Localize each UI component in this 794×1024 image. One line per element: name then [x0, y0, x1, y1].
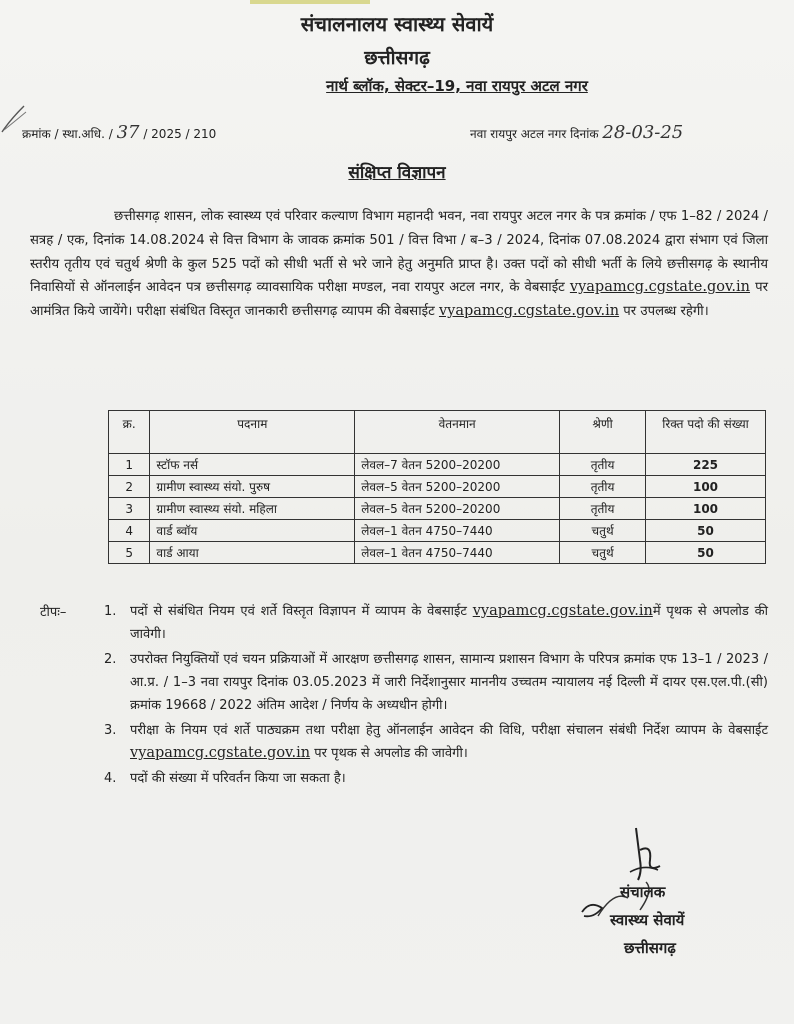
- table-row: [109, 498, 766, 520]
- header-address: नार्थ ब्लॉक, सेक्टर–19, नवा रायपुर अटल नगर: [326, 77, 588, 95]
- note-item: [104, 648, 768, 717]
- cell-serial: 4: [109, 520, 150, 542]
- cell-post: ग्रामीण स्वास्थ्य संयो. महिला: [150, 498, 355, 520]
- signature-block: [580, 820, 780, 970]
- notice-paragraph: [30, 205, 768, 324]
- para-text-1: छत्तीसगढ़ शासन, लोक स्वास्थ्य एवं परिवार कल्याण विभाग महानदी भवन, नवा रायपुर अटल नगर के पत्र क्रमांक / एफ 1–82 / 2024 / सत्रह / एक, दिनांक 14.08.2024 से वित्त विभाग के जावक क्रमांक 501 / वित्त विभा / ब–3 / 2024, दिनांक 07.08.2024 द्वारा संभाग एवं जिला स्तरीय तृतीय एवं चतुर्थ श्रेणी के कुल 525 पदों को सीधी भर्ती से भरे जाने हेतु अनुमति प्राप्त है। उक्त पदों को सीधी भर्ती के लिये छत्तीसगढ़ के स्थानीय निवासियों से ऑनलाईन आवेदन पत्र छत्तीसगढ़ व्यावसायिक परीक्षा मण्डल, नवा रायपुर अटल नगर, के वेबसाईट: [30, 209, 768, 296]
- vyapam-link-note-1[interactable]: vyapamcg.cgstate.gov.in: [472, 603, 653, 619]
- note-text: पदों की संख्या में परिवर्तन किया जा सकता है।: [130, 771, 346, 786]
- table-row: [109, 520, 766, 542]
- table-row: [109, 454, 766, 476]
- table-row: [109, 542, 766, 564]
- cell-count: 225: [646, 454, 766, 476]
- cell-category: चतुर्थ: [560, 542, 646, 564]
- cell-serial: 3: [109, 498, 150, 520]
- note-item: [104, 767, 768, 790]
- posts-table: [108, 410, 766, 564]
- header-state: छत्तीसगढ़: [364, 47, 430, 69]
- note-number: 4.: [104, 771, 117, 786]
- reference-date: [470, 122, 683, 143]
- signatory-designation: संचालक: [620, 883, 666, 901]
- cell-post: वार्ड ब्वॉय: [150, 520, 355, 542]
- header-pay-scale: वेतनमान: [355, 411, 560, 454]
- table-header-row: [109, 411, 766, 454]
- cell-pay: लेवल–7 वेतन 5200–20200: [355, 454, 560, 476]
- ref-handwritten-number: 37: [116, 122, 140, 143]
- notes-label: टीपः–: [40, 605, 67, 620]
- place-date-label: नवा रायपुर अटल नगर दिनांक: [470, 127, 599, 141]
- ref-suffix: / 2025 / 210: [143, 127, 217, 141]
- handwritten-date: 28-03-25: [602, 122, 684, 143]
- header-category: श्रेणी: [560, 411, 646, 454]
- cell-pay: लेवल–5 वेतन 5200–20200: [355, 498, 560, 520]
- vyapam-link-2[interactable]: vyapamcg.cgstate.gov.in: [438, 303, 620, 320]
- note-text-end: में पृथक से अपलोड की जावेगी।: [130, 604, 768, 642]
- cell-serial: 2: [109, 476, 150, 498]
- cell-category: चतुर्थ: [560, 520, 646, 542]
- cell-serial: 1: [109, 454, 150, 476]
- paper-mark: [250, 0, 370, 4]
- cell-category: तृतीय: [560, 498, 646, 520]
- ref-prefix: क्रमांक / स्था.अधि. /: [22, 127, 113, 141]
- cell-post: ग्रामीण स्वास्थ्य संयो. पुरुष: [150, 476, 355, 498]
- cell-post: स्टॉफ नर्स: [150, 454, 355, 476]
- cell-serial: 5: [109, 542, 150, 564]
- para-text-3: पर उपलब्ध रहेगी।: [623, 304, 709, 320]
- note-text: पदों से संबंधित नियम एवं शर्ते विस्तृत विज्ञापन में व्यापम के वेबसाईट: [130, 604, 467, 619]
- note-text-end: पर पृथक से अपलोड की जावेगी।: [314, 746, 468, 761]
- cell-count: 50: [646, 542, 766, 564]
- note-number: 3.: [104, 723, 117, 738]
- note-number: 1.: [104, 604, 117, 619]
- notes-list: [104, 600, 768, 792]
- note-item: [104, 719, 768, 765]
- cell-pay: लेवल–1 वेतन 4750–7440: [355, 542, 560, 564]
- header-post-name: पदनाम: [150, 411, 355, 454]
- vyapam-link-1[interactable]: vyapamcg.cgstate.gov.in: [569, 279, 751, 296]
- notice-title: संक्षिप्त विज्ञापन: [348, 163, 446, 183]
- header-serial: क्र.: [109, 411, 150, 454]
- note-text: उपरोक्त नियुक्तियों एवं चयन प्रक्रियाओं में आरक्षण छत्तीसगढ़ शासन, सामान्य प्रशासन विभाग के परिपत्र क्रमांक एफ 13–1 / 2023 / आ.प्र. / 1–3 नवा रायपुर दिनांक 03.05.2023 में जारी निर्देशानुसार माननीय उच्चतम न्यायालय नई दिल्ली में दायर एस.एल.पी.(सी) क्रमांक 19668 / 2022 अंतिम आदेश / निर्णय के अध्यधीन होगी।: [130, 652, 768, 713]
- cell-category: तृतीय: [560, 454, 646, 476]
- cell-pay: लेवल–1 वेतन 4750–7440: [355, 520, 560, 542]
- header-vacancy-count: रिक्त पदो की संख्या: [646, 411, 766, 454]
- cell-count: 50: [646, 520, 766, 542]
- para-text-2: पर आमंत्रित किये जायेंगे। परीक्षा संबंधित विस्तृत जानकारी छत्तीसगढ़ व्यापम की वेबसाईट: [30, 280, 768, 320]
- signatory-department: स्वास्थ्य सेवायें: [610, 911, 685, 929]
- note-text: परीक्षा के नियम एवं शर्ते पाठ्यक्रम तथा परीक्षा हेतु ऑनलाईन आवेदन की विधि, परीक्षा संचालन संबंधी निर्देश व्यापम के वेबसाईट: [130, 723, 768, 738]
- table-row: [109, 476, 766, 498]
- note-number: 2.: [104, 652, 117, 667]
- cell-post: वार्ड आया: [150, 542, 355, 564]
- signatory-state: छत्तीसगढ़: [624, 939, 676, 957]
- note-item: [104, 600, 768, 646]
- cell-count: 100: [646, 498, 766, 520]
- handwritten-signature: [580, 820, 780, 970]
- cell-pay: लेवल–5 वेतन 5200–20200: [355, 476, 560, 498]
- vyapam-link-note-3[interactable]: vyapamcg.cgstate.gov.in: [130, 745, 311, 761]
- cell-count: 100: [646, 476, 766, 498]
- reference-number: [22, 122, 216, 143]
- header-directorate: संचालनालय स्वास्थ्य सेवायें: [300, 12, 494, 36]
- cell-category: तृतीय: [560, 476, 646, 498]
